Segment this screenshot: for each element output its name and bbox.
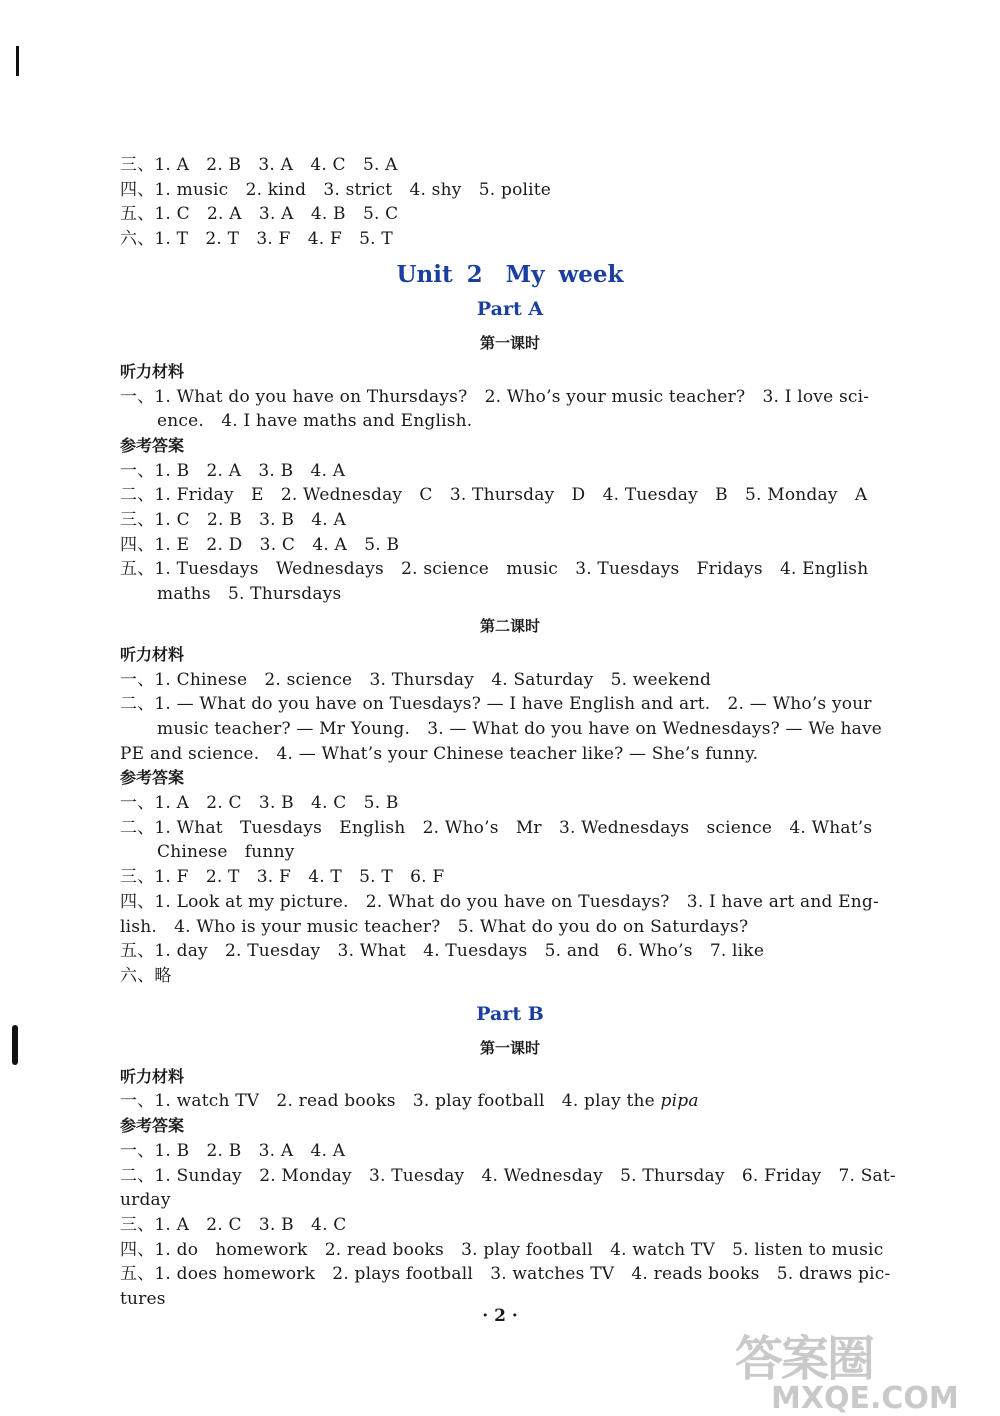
watermark-cn: 答案圈	[735, 1331, 874, 1387]
answer-line: 六、略	[120, 965, 172, 986]
listening-line	[120, 1089, 900, 1114]
answer-line: Chinese funny	[157, 842, 295, 863]
part-b-lesson1-title: 第一课时	[479, 1038, 540, 1057]
watermark-en: MXQE.COM	[771, 1381, 959, 1416]
listening-label: 听力材料	[120, 1066, 185, 1086]
part-a-title: Part A	[476, 297, 544, 320]
answer-line: 一、1. B 2. B 3. A 4. A	[120, 1140, 346, 1161]
answer-line: lish. 4. Who is your music teacher? 5. What do you do on Saturdays?	[120, 916, 749, 937]
answer-line: urday	[120, 1190, 171, 1211]
listening-line-continued	[120, 717, 900, 742]
answer-line: 六、1. T 2. T 3. F 4. F 5. T	[120, 229, 393, 250]
listening-line: 二、1. — What do you have on Tuesdays? — I have English and art. 2. — Who’s your	[120, 694, 872, 715]
page-number: · 2 ·	[482, 1306, 518, 1326]
answer-line-continued	[120, 840, 900, 865]
answer-line: maths 5. Thursdays	[157, 584, 342, 605]
answer-line: 四、1. E 2. D 3. C 4. A 5. B	[120, 534, 400, 555]
answer-line: 四、1. music 2. kind 3. strict 4. shy 5. polite	[120, 179, 552, 200]
listening-line: 一、1. What do you have on Thursdays? 2. Who’s your music teacher? 3. I love sci-	[120, 386, 870, 407]
listening-label: 听力材料	[120, 644, 185, 664]
answers-label: 参考答案	[120, 1116, 185, 1136]
answer-line: 一、1. A 2. C 3. B 4. C 5. B	[120, 793, 399, 814]
answer-line-continued	[120, 582, 900, 607]
answer-line: 三、1. A 2. B 3. A 4. C 5. A	[120, 155, 398, 175]
answer-line: 五、1. day 2. Tuesday 3. What 4. Tuesdays 5. and 6. Who’s 7. like	[120, 941, 765, 962]
listening-label: 听力材料	[120, 361, 185, 381]
listening-line-continued	[120, 409, 900, 434]
listening-italic-word: pipa	[660, 1091, 699, 1112]
part-b-title: Part B	[476, 1002, 544, 1025]
margin-mark-top	[16, 46, 19, 76]
answer-line: 二、1. Friday E 2. Wednesday C 3. Thursday D 4. Tuesday B 5. Monday A	[120, 485, 868, 506]
answers-label: 参考答案	[120, 768, 185, 788]
listening-line: PE and science. 4. — What’s your Chinese teacher like? — She’s funny.	[120, 743, 759, 764]
part-a-lesson2-title: 第二课时	[479, 616, 540, 635]
margin-mark-bottom	[12, 1025, 18, 1065]
listening-text: 一、1. watch TV 2. read books 3. play football 4. play the	[120, 1091, 661, 1112]
answer-line: tures	[120, 1289, 166, 1310]
answer-line: 三、1. C 2. B 3. B 4. A	[120, 510, 346, 531]
answer-line: 四、1. do homework 2. read books 3. play football 4. watch TV 5. listen to music	[120, 1239, 884, 1260]
answer-line: 二、1. What Tuesdays English 2. Who’s Mr 3. Wednesdays science 4. What’s	[120, 817, 873, 838]
previous-unit-answers	[120, 153, 900, 252]
listening-line: music teacher? — Mr Young. 3. — What do you have on Wednesdays? — We have	[157, 718, 883, 739]
part-a-lesson1-title: 第一课时	[479, 333, 540, 352]
answer-line: 三、1. A 2. C 3. B 4. C	[120, 1214, 347, 1235]
listening-line: 一、1. Chinese 2. science 3. Thursday 4. Saturday 5. weekend	[120, 669, 712, 690]
answer-line: 一、1. B 2. A 3. B 4. A	[120, 460, 346, 481]
answer-line: 二、1. Sunday 2. Monday 3. Tuesday 4. Wednesday 5. Thursday 6. Friday 7. Sat-	[120, 1165, 896, 1186]
answer-line: 三、1. F 2. T 3. F 4. T 5. T 6. F	[120, 867, 445, 888]
answer-line: 五、1. C 2. A 3. A 4. B 5. C	[120, 204, 399, 225]
answer-line: 五、1. Tuesdays Wednesdays 2. science music 3. Tuesdays Fridays 4. English	[120, 559, 869, 580]
answer-line: 五、1. does homework 2. plays football 3. watches TV 4. reads books 5. draws pic-	[120, 1264, 891, 1285]
watermark-logo	[735, 1320, 959, 1416]
answers-label: 参考答案	[120, 435, 185, 455]
unit-title: Unit 2 My week	[396, 260, 624, 288]
answer-line: 四、1. Look at my picture. 2. What do you have on Tuesdays? 3. I have art and Eng-	[120, 891, 879, 912]
listening-line: ence. 4. I have maths and English.	[157, 411, 473, 432]
page-content	[120, 153, 900, 1312]
